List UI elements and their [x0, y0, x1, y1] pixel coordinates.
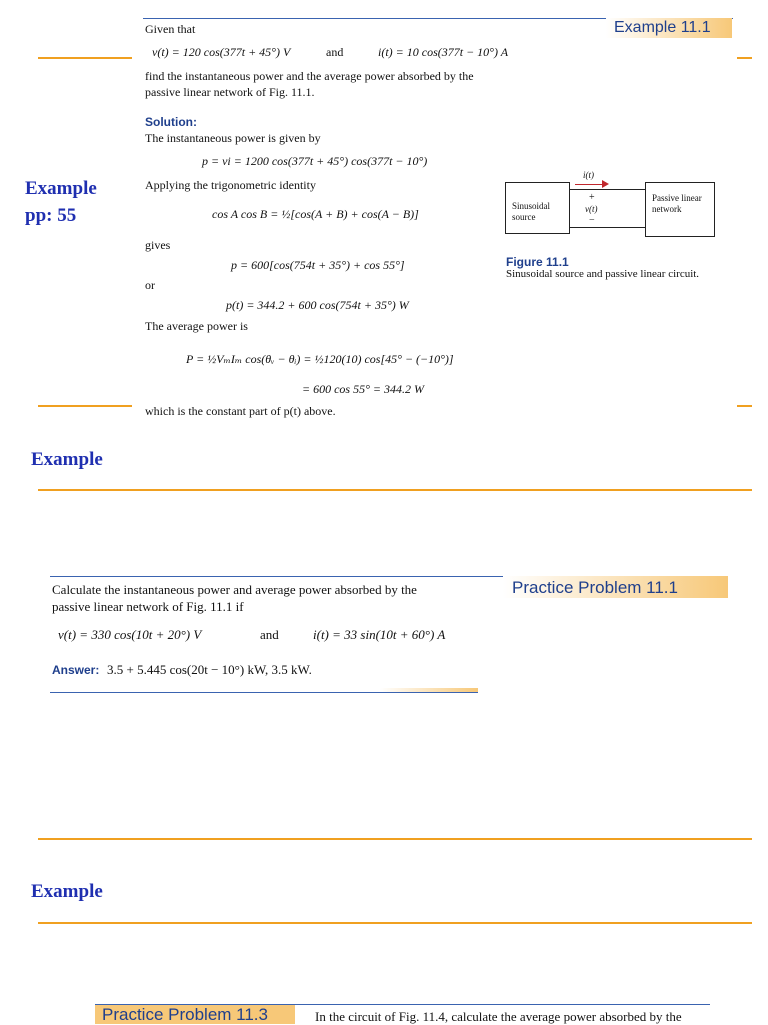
voltage-label: v(t)	[585, 204, 598, 214]
source-label: Sinusoidal source	[512, 201, 551, 222]
answer-text: 3.5 + 5.445 cos(20t − 10°) kW, 3.5 kW.	[107, 662, 312, 677]
current-arrow-icon	[602, 180, 609, 188]
figure-caption-text: Sinusoidal source and passive linear circuit.	[506, 268, 700, 280]
network-label: Passive linear network	[652, 193, 702, 214]
practice-badge: Practice Problem 11.1	[512, 578, 678, 597]
practice-3-badge: Practice Problem 11.3	[102, 1005, 268, 1024]
network-box	[645, 182, 715, 237]
figure-caption-title: Figure 11.1	[506, 255, 569, 269]
example-title-3: Example	[31, 881, 103, 902]
orange-divider-4	[38, 922, 752, 924]
right-orange-mark-2	[737, 405, 752, 407]
or-text: or	[145, 278, 155, 292]
eq-pt: p(t) = 344.2 + 600 cos(754t + 35°) W	[226, 298, 409, 312]
practice-voltage: v(t) = 330 cos(10t + 20°) V	[58, 627, 202, 642]
practice-3-text: In the circuit of Fig. 11.4, calculate the average power absorbed by the	[315, 1009, 682, 1024]
identity-eq: cos A cos B = ½[cos(A + B) + cos(A − B)]	[212, 207, 419, 221]
problem-line2: passive linear network of Fig. 11.1.	[145, 85, 315, 99]
example-title-2: Example	[31, 449, 103, 470]
orange-divider-3	[38, 838, 752, 840]
eq-avg: P = ½VₘIₘ cos(θᵥ − θᵢ) = ½120(10) cos[45° − (−10°)]	[186, 352, 454, 366]
answer-label: Answer:	[52, 663, 100, 677]
avg-intro: The average power is	[145, 319, 248, 333]
left-orange-mark-1	[38, 57, 132, 59]
current-label: i(t)	[583, 170, 594, 180]
gives-text: gives	[145, 238, 171, 252]
bottom-wire	[570, 227, 645, 228]
example-pp-title-1: Example	[25, 178, 97, 199]
example-badge: Example 11.1	[614, 19, 711, 36]
given-that: Given that	[145, 22, 196, 36]
practice-line1: Calculate the instantaneous power and average power absorbed by the	[52, 582, 417, 597]
and-text: and	[326, 45, 344, 59]
voltage-eq: v(t) = 120 cos(377t + 45°) V	[152, 45, 291, 59]
eq-avg2: = 600 cos 55° = 344.2 W	[302, 382, 424, 396]
current-arrow-line	[575, 184, 605, 185]
practice-and: and	[260, 627, 279, 642]
plus-sign: +	[589, 192, 595, 203]
applying-text: Applying the trigonometric identity	[145, 178, 316, 192]
practice-bottom-rule	[50, 692, 478, 693]
top-wire	[570, 189, 645, 190]
right-orange-mark-1	[737, 57, 752, 59]
minus-sign: −	[589, 215, 595, 226]
practice-line2: passive linear network of Fig. 11.1 if	[52, 599, 244, 614]
problem-line1: find the instantaneous power and the average power absorbed by the	[145, 69, 474, 83]
eq-p2: p = 600[cos(754t + 35°) + cos 55°]	[231, 258, 405, 272]
solution-label: Solution:	[145, 115, 197, 129]
example-pp-title-2: pp: 55	[25, 205, 77, 226]
practice-current: i(t) = 33 sin(10t + 60°) A	[313, 627, 446, 642]
left-orange-mark-2	[38, 405, 132, 407]
eq-p: p = vi = 1200 cos(377t + 45°) cos(377t − 10°)	[202, 154, 428, 168]
orange-divider-2	[38, 489, 752, 491]
inst-power-intro: The instantaneous power is given by	[145, 131, 321, 145]
source-box	[505, 182, 570, 234]
constant-part-text: which is the constant part of p(t) above.	[145, 404, 336, 418]
current-eq: i(t) = 10 cos(377t − 10°) A	[378, 45, 509, 59]
